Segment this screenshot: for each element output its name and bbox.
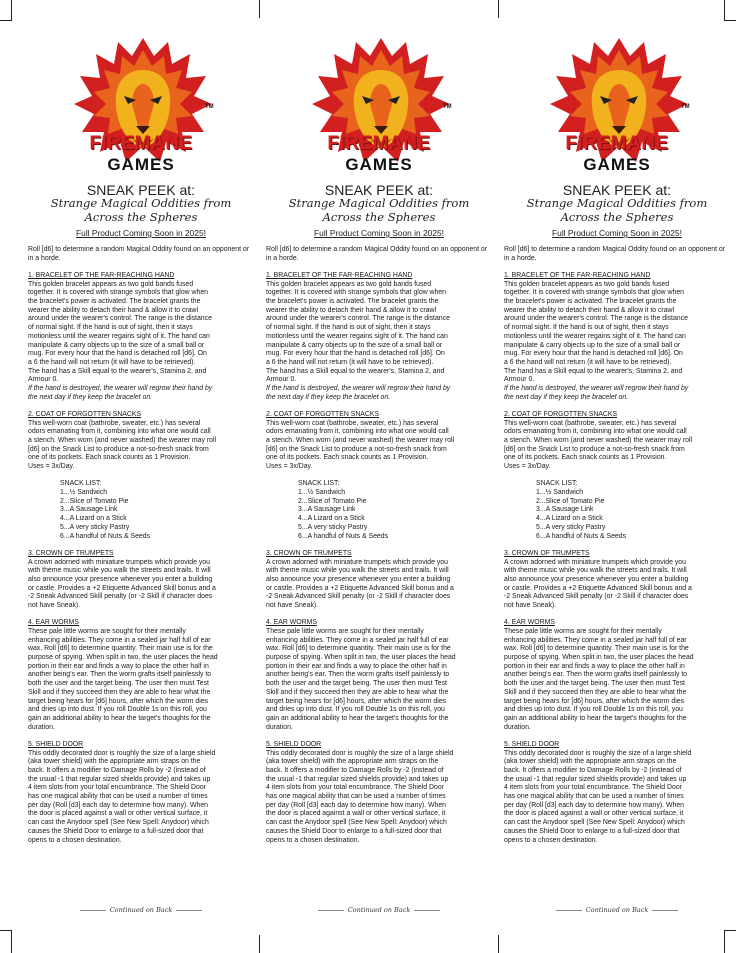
item-heading: 5. SHIELD DOOR	[504, 740, 560, 748]
snack-list-title: SNACK LIST:	[60, 480, 102, 488]
item-heading: 3. CROWN OF TRUMPETS	[28, 549, 114, 557]
item-text: gain an additional ability to hear the target's thoughts for the	[266, 714, 449, 722]
item-text: This oddly decorated door is roughly the size of a large shield	[266, 749, 454, 757]
item-text: (aka tower shield) with the appropriate arm straps on the	[266, 758, 439, 766]
item-text: mug. For every hour that the hand is detached roll [d6]. On	[28, 350, 207, 358]
item-text: Armour 0.	[266, 376, 297, 384]
brand-subname: GAMES	[107, 155, 175, 174]
crop-mark	[498, 935, 499, 953]
item-text: causes the Shield Door to enlarge to a full-sized door that	[266, 827, 442, 835]
item-text: motionless until the wearer regains sight of it. The hand can	[504, 332, 686, 340]
item-text: back. It offers a modifier to Damage Rolls by -2 (instead of	[28, 766, 206, 774]
item-text: mug. For every hour that the hand is detached roll [d6]. On	[266, 350, 445, 358]
item-text: with theme music while you walk the streets and trails. It will	[28, 567, 211, 575]
item-text: or castle. Provides a +2 Etiquette Advanced Skill bonus and a	[28, 584, 216, 592]
item-text: back. It offers a modifier to Damage Rolls by -2 (instead of	[504, 766, 682, 774]
snack-list-item: 4...A Lizard on a Stick	[536, 515, 603, 523]
continued-label: Continued on Back	[585, 906, 649, 914]
item-text: duration.	[504, 723, 531, 731]
item-text: the bracelet's power is activated. The bracelet grants the	[504, 298, 677, 306]
coming-soon-note: Full Product Coming Soon in 2025!	[552, 228, 682, 238]
item-text: A crown adorned with miniature trumpets which provide you	[28, 558, 210, 566]
item-text: wax. Roll [d6] to determine quantity. Their main use is for the	[504, 645, 689, 653]
snack-list-item: 3...A Sausage Link	[536, 506, 594, 514]
item-text: the bracelet's power is activated. The bracelet grants the	[28, 298, 201, 306]
item-text: has one magical ability that can be used a number of times	[266, 793, 446, 801]
continued-footer	[266, 906, 492, 914]
snack-list-title: SNACK LIST:	[536, 480, 578, 488]
item-text: Armour 0.	[504, 376, 535, 384]
item-text: also announce your presence whenever you enter a building	[266, 575, 451, 583]
brand-name: FIREMANE	[327, 133, 431, 154]
item-text: one of its pockets. Each snack counts as 1 Provision.	[266, 454, 429, 462]
item-text: target being hears for [d6] hours, after which the worm dies	[504, 697, 685, 705]
item-text: one of its pockets. Each snack counts as 1 Provision.	[28, 454, 191, 462]
item-text: per day (Roll [d3] each day to determine how many). When	[266, 801, 447, 809]
item-text: Skill and if they succeed then they are able to hear what the	[28, 688, 211, 696]
item-text: enhancing abilities. They come in a sealed jar half full of ear	[266, 636, 449, 644]
footer-rule	[652, 910, 678, 911]
item-text: This well-worn coat (bathrobe, sweater, etc.) has several	[504, 419, 677, 427]
item-text: (aka tower shield) with the appropriate arm straps on the	[504, 758, 677, 766]
item-text: manipulate & carry objects up to the size of a small ball or	[504, 341, 681, 349]
brand-subname: GAMES	[583, 155, 651, 174]
item-text: of normal sight. If the hand is out of sight, then it stays	[266, 324, 431, 332]
item-heading: 3. CROWN OF TRUMPETS	[266, 549, 352, 557]
item-text: gain an additional ability to hear the target's thoughts for the	[504, 714, 687, 722]
oddities-body	[504, 246, 730, 845]
item-text: of normal sight. If the hand is out of sight, then it stays	[504, 324, 669, 332]
item-text: can cast the Anydoor spell (See New Spell: Anydoor) which	[28, 819, 209, 827]
item-text: opens to a chosen destination.	[28, 836, 122, 844]
card-column-1	[28, 0, 254, 953]
item-text: a stench. When worn (and never washed) the wearer may roll	[28, 437, 217, 445]
item-text: around under the wearer's control. The range is the distance	[504, 315, 688, 323]
item-text: a 6 the hand will not return (it will have to be retrieved).	[28, 358, 196, 366]
item-text: a 6 the hand will not return (it will have to be retrieved).	[504, 358, 672, 366]
item-text: This oddly decorated door is roughly the size of a large shield	[28, 749, 216, 757]
item-text: motionless until the wearer regains sight of it. The hand can	[28, 332, 210, 340]
item-text: odors emanating from it, combining into what one would call	[28, 428, 211, 436]
crop-mark	[259, 935, 260, 953]
item-text: the next day if they keep the bracelet on.	[266, 393, 391, 401]
item-text: If the hand is destroyed, the wearer will regrow their hand by	[504, 385, 689, 393]
item-text: not have Sneak).	[504, 602, 557, 610]
item-text: These pale little worms are sought for their mentally	[28, 627, 186, 635]
item-text: wearer the ability to detach their hand & allow it to crawl	[504, 306, 675, 314]
item-heading: 2. COAT OF FORGOTTEN SNACKS	[266, 410, 380, 418]
item-text: a stench. When worn (and never washed) the wearer may roll	[504, 437, 693, 445]
footer-rule	[556, 910, 582, 911]
oddities-body	[28, 246, 254, 845]
item-text: the next day if they keep the bracelet on.	[28, 393, 153, 401]
item-text: A crown adorned with miniature trumpets which provide you	[504, 558, 686, 566]
item-text: and dries up into dust. If you roll Double 1s on this roll, you	[504, 706, 683, 714]
item-text: Armour 0.	[28, 376, 59, 384]
item-text: Uses = 3x/Day.	[28, 463, 75, 471]
item-text: the next day if they keep the bracelet on.	[504, 393, 629, 401]
item-text: This well-worn coat (bathrobe, sweater, etc.) has several	[266, 419, 439, 427]
item-text: both the user and the target being. The user then must Test	[28, 680, 209, 688]
crop-mark	[259, 0, 260, 18]
item-text: has one magical ability that can be used a number of times	[28, 793, 208, 801]
item-text: These pale little worms are sought for their mentally	[504, 627, 662, 635]
item-text: enhancing abilities. They come in a sealed jar half full of ear	[28, 636, 211, 644]
item-heading: 4. EAR WORMS	[28, 619, 79, 627]
brand-name: FIREMANE	[565, 133, 669, 154]
card-column-3	[504, 0, 730, 953]
item-text: These pale little worms are sought for their mentally	[266, 627, 424, 635]
item-heading: 5. SHIELD DOOR	[28, 740, 84, 748]
product-title-line: Across the Spheres	[560, 210, 674, 224]
snack-list-item: 4...A Lizard on a Stick	[298, 515, 365, 523]
product-title	[28, 196, 254, 224]
snack-list-item: 1...½ Sandwich	[536, 489, 584, 497]
item-text: of normal sight. If the hand is out of sight, then it stays	[28, 324, 193, 332]
item-text: causes the Shield Door to enlarge to a full-sized door that	[28, 827, 204, 835]
item-text: duration.	[28, 723, 55, 731]
item-text: not have Sneak).	[28, 602, 81, 610]
product-title	[266, 196, 492, 224]
item-text: can cast the Anydoor spell (See New Spell: Anydoor) which	[504, 819, 685, 827]
item-text: or castle. Provides a +2 Etiquette Advanced Skill bonus and a	[266, 584, 454, 592]
item-text: motionless until the wearer regains sight of it. The hand can	[266, 332, 448, 340]
snack-list-item: 4...A Lizard on a Stick	[60, 515, 127, 523]
item-text: portion in their ear and finds a way to place the other half in	[28, 662, 209, 670]
footer-rule	[414, 910, 440, 911]
item-heading: 1. BRACELET OF THE FAR-REACHING HAND	[504, 271, 651, 279]
product-title-line: Across the Spheres	[84, 210, 198, 224]
item-text: duration.	[266, 723, 293, 731]
item-heading: 1. BRACELET OF THE FAR-REACHING HAND	[266, 271, 413, 279]
item-text: manipulate & carry objects up to the size of a small ball or	[266, 341, 443, 349]
snack-list-item: 1...½ Sandwich	[298, 489, 346, 497]
snack-list-item: 1...½ Sandwich	[60, 489, 108, 497]
item-text: with theme music while you walk the streets and trails. It will	[266, 567, 449, 575]
snack-list-item: 6...A handful of Nuts & Seeds	[536, 532, 627, 540]
crop-mark	[11, 930, 12, 953]
product-title-line: Strange Magical Oddities from	[288, 196, 470, 210]
snack-list-item: 6...A handful of Nuts & Seeds	[298, 532, 389, 540]
item-text: target being hears for [d6] hours, after which the worm dies	[266, 697, 447, 705]
item-text: manipulate & carry objects up to the size of a small ball or	[28, 341, 205, 349]
item-text: odors emanating from it, combining into what one would call	[504, 428, 687, 436]
footer-rule	[80, 910, 106, 911]
continued-footer	[504, 906, 730, 914]
item-text: not have Sneak).	[266, 602, 319, 610]
coming-soon-note: Full Product Coming Soon in 2025!	[76, 228, 206, 238]
item-text: a stench. When worn (and never washed) the wearer may roll	[266, 437, 455, 445]
item-text: together. It is covered with strange symbols that glow when	[266, 289, 447, 297]
item-text: the door is placed against a wall or other vertical surface, it	[28, 810, 208, 818]
item-text: wearer the ability to detach their hand & allow it to crawl	[266, 306, 437, 314]
item-heading: 4. EAR WORMS	[504, 619, 555, 627]
item-text: together. It is covered with strange symbols that glow when	[28, 289, 209, 297]
product-title-line: Strange Magical Oddities from	[526, 196, 708, 210]
intro-text: Roll [d6] to determine a random Magical Oddity found on an opponent or in a horde.	[266, 246, 488, 262]
item-text: the door is placed against a wall or other vertical surface, it	[504, 810, 684, 818]
product-title	[504, 196, 730, 224]
snack-list-item: 6...A handful of Nuts & Seeds	[60, 532, 151, 540]
card-column-2	[266, 0, 492, 953]
item-text: If the hand is destroyed, the wearer will regrow their hand by	[28, 385, 213, 393]
item-text: Uses = 3x/Day.	[504, 463, 551, 471]
item-text: Skill and if they succeed then they are able to hear what the	[504, 688, 687, 696]
item-text: the usual -1 that regular sized shields provide) and takes up	[28, 775, 211, 783]
trademark-mark: TM	[443, 104, 452, 110]
item-text: wax. Roll [d6] to determine quantity. Their main use is for the	[266, 645, 451, 653]
item-text: purpose of spying. When split in two, the user places the head	[28, 654, 218, 662]
item-text: the usual -1 that regular sized shields provide) and takes up	[504, 775, 687, 783]
sneak-peek-label: SNEAK PEEK at:	[562, 182, 672, 198]
snack-list-item: 3...A Sausage Link	[298, 506, 356, 514]
sneak-peek-label: SNEAK PEEK at:	[324, 182, 434, 198]
crop-mark	[0, 20, 12, 21]
item-text: The hand has a Skill equal to the wearer's, Stamina 2, and	[28, 367, 207, 375]
item-text: also announce your presence whenever you enter a building	[504, 575, 689, 583]
item-text: with theme music while you walk the streets and trails. It will	[504, 567, 687, 575]
item-text: -2 Sneak Advanced Skill penalty (or -2 Skill if character does	[266, 593, 451, 601]
item-text: another being's ear. Then the worm grafts itself painlessly to	[266, 671, 450, 679]
item-heading: 4. EAR WORMS	[266, 619, 317, 627]
item-text: Uses = 3x/Day.	[266, 463, 313, 471]
item-text: gain an additional ability to hear the target's thoughts for the	[28, 714, 211, 722]
continued-label: Continued on Back	[109, 906, 173, 914]
item-text: the usual -1 that regular sized shields provide) and takes up	[266, 775, 449, 783]
item-text: around under the wearer's control. The range is the distance	[28, 315, 212, 323]
item-text: [d6] on the Snack List to produce a not-so-fresh snack from	[28, 445, 209, 453]
item-text: 4 item slots from your total encumbrance. The Shield Door	[28, 784, 206, 792]
brand-subname: GAMES	[345, 155, 413, 174]
oddities-body	[266, 246, 492, 845]
item-text: another being's ear. Then the worm grafts itself painlessly to	[28, 671, 212, 679]
snack-list-item: 5...A very sticky Pastry	[298, 523, 368, 531]
item-text: back. It offers a modifier to Damage Rolls by -2 (instead of	[266, 766, 444, 774]
item-text: the door is placed against a wall or other vertical surface, it	[266, 810, 446, 818]
item-heading: 2. COAT OF FORGOTTEN SNACKS	[504, 410, 618, 418]
crop-mark	[11, 0, 12, 20]
item-text: 4 item slots from your total encumbrance. The Shield Door	[504, 784, 682, 792]
item-text: This well-worn coat (bathrobe, sweater, etc.) has several	[28, 419, 201, 427]
item-text: a 6 the hand will not return (it will have to be retrieved).	[266, 358, 434, 366]
item-text: odors emanating from it, combining into what one would call	[266, 428, 449, 436]
product-title-line: Strange Magical Oddities from	[50, 196, 232, 210]
item-text: Skill and if they succeed then they are able to hear what the	[266, 688, 449, 696]
item-text: per day (Roll [d3] each day to determine how many). When	[504, 801, 685, 809]
item-text: This golden bracelet appears as two gold bands fused	[28, 280, 194, 288]
continued-label: Continued on Back	[347, 906, 411, 914]
item-text: target being hears for [d6] hours, after which the worm dies	[28, 697, 209, 705]
item-text: and dries up into dust. If you roll Double 1s on this roll, you	[266, 706, 445, 714]
snack-list-title: SNACK LIST:	[298, 480, 340, 488]
item-text: -2 Sneak Advanced Skill penalty (or -2 Skill if character does	[504, 593, 689, 601]
snack-list-item: 5...A very sticky Pastry	[60, 523, 130, 531]
item-text: can cast the Anydoor spell (See New Spell: Anydoor) which	[266, 819, 447, 827]
snack-list-item: 3...A Sausage Link	[60, 506, 118, 514]
item-heading: 3. CROWN OF TRUMPETS	[504, 549, 590, 557]
item-text: both the user and the target being. The user then must Test	[504, 680, 685, 688]
snack-list-item: 2...Slice of Tomato Pie	[298, 497, 367, 505]
coming-soon-note: Full Product Coming Soon in 2025!	[314, 228, 444, 238]
item-text: per day (Roll [d3] each day to determine how many). When	[28, 801, 209, 809]
item-text: purpose of spying. When split in two, the user places the head	[266, 654, 456, 662]
item-text: [d6] on the Snack List to produce a not-so-fresh snack from	[266, 445, 447, 453]
sneak-peek-label: SNEAK PEEK at:	[86, 182, 196, 198]
item-text: 4 item slots from your total encumbrance. The Shield Door	[266, 784, 444, 792]
item-text: and dries up into dust. If you roll Double 1s on this roll, you	[28, 706, 207, 714]
item-heading: 5. SHIELD DOOR	[266, 740, 322, 748]
item-heading: 2. COAT OF FORGOTTEN SNACKS	[28, 410, 142, 418]
item-text: also announce your presence whenever you enter a building	[28, 575, 213, 583]
continued-footer	[28, 906, 254, 914]
item-text: another being's ear. Then the worm grafts itself painlessly to	[504, 671, 688, 679]
item-text: (aka tower shield) with the appropriate arm straps on the	[28, 758, 201, 766]
item-text: [d6] on the Snack List to produce a not-so-fresh snack from	[504, 445, 685, 453]
item-text: portion in their ear and finds a way to place the other half in	[266, 662, 447, 670]
intro-text: Roll [d6] to determine a random Magical Oddity found on an opponent or in a horde.	[504, 246, 726, 262]
item-text: around under the wearer's control. The range is the distance	[266, 315, 450, 323]
item-text: purpose of spying. When split in two, the user places the head	[504, 654, 694, 662]
item-text: together. It is covered with strange symbols that glow when	[504, 289, 685, 297]
item-text: enhancing abilities. They come in a sealed jar half full of ear	[504, 636, 687, 644]
item-text: causes the Shield Door to enlarge to a full-sized door that	[504, 827, 680, 835]
brand-name: FIREMANE	[89, 133, 193, 154]
product-title-line: Across the Spheres	[322, 210, 436, 224]
item-text: If the hand is destroyed, the wearer will regrow their hand by	[266, 385, 451, 393]
item-text: -2 Sneak Advanced Skill penalty (or -2 Skill if character does	[28, 593, 213, 601]
item-heading: 1. BRACELET OF THE FAR-REACHING HAND	[28, 271, 175, 279]
trademark-mark: TM	[681, 104, 690, 110]
intro-text: Roll [d6] to determine a random Magical Oddity found on an opponent or in a horde.	[28, 246, 250, 262]
item-text: This oddly decorated door is roughly the size of a large shield	[504, 749, 692, 757]
trademark-mark: TM	[205, 104, 214, 110]
snack-list-item: 5...A very sticky Pastry	[536, 523, 606, 531]
item-text: This golden bracelet appears as two gold bands fused	[266, 280, 432, 288]
item-text: wearer the ability to detach their hand & allow it to crawl	[28, 306, 199, 314]
item-text: wax. Roll [d6] to determine quantity. Their main use is for the	[28, 645, 213, 653]
snack-list-item: 2...Slice of Tomato Pie	[536, 497, 605, 505]
item-text: A crown adorned with miniature trumpets which provide you	[266, 558, 448, 566]
footer-rule	[318, 910, 344, 911]
item-text: mug. For every hour that the hand is detached roll [d6]. On	[504, 350, 683, 358]
footer-rule	[176, 910, 202, 911]
snack-list-item: 2...Slice of Tomato Pie	[60, 497, 129, 505]
item-text: portion in their ear and finds a way to place the other half in	[504, 662, 685, 670]
item-text: or castle. Provides a +2 Etiquette Advanced Skill bonus and a	[504, 584, 692, 592]
item-text: This golden bracelet appears as two gold bands fused	[504, 280, 670, 288]
item-text: the bracelet's power is activated. The bracelet grants the	[266, 298, 439, 306]
item-text: both the user and the target being. The user then must Test	[266, 680, 447, 688]
item-text: The hand has a Skill equal to the wearer's, Stamina 2, and	[504, 367, 683, 375]
item-text: The hand has a Skill equal to the wearer's, Stamina 2, and	[266, 367, 445, 375]
item-text: one of its pockets. Each snack counts as 1 Provision.	[504, 454, 667, 462]
item-text: opens to a chosen destination.	[266, 836, 360, 844]
item-text: opens to a chosen destination.	[504, 836, 598, 844]
item-text: has one magical ability that can be used a number of times	[504, 793, 684, 801]
crop-mark	[498, 0, 499, 18]
